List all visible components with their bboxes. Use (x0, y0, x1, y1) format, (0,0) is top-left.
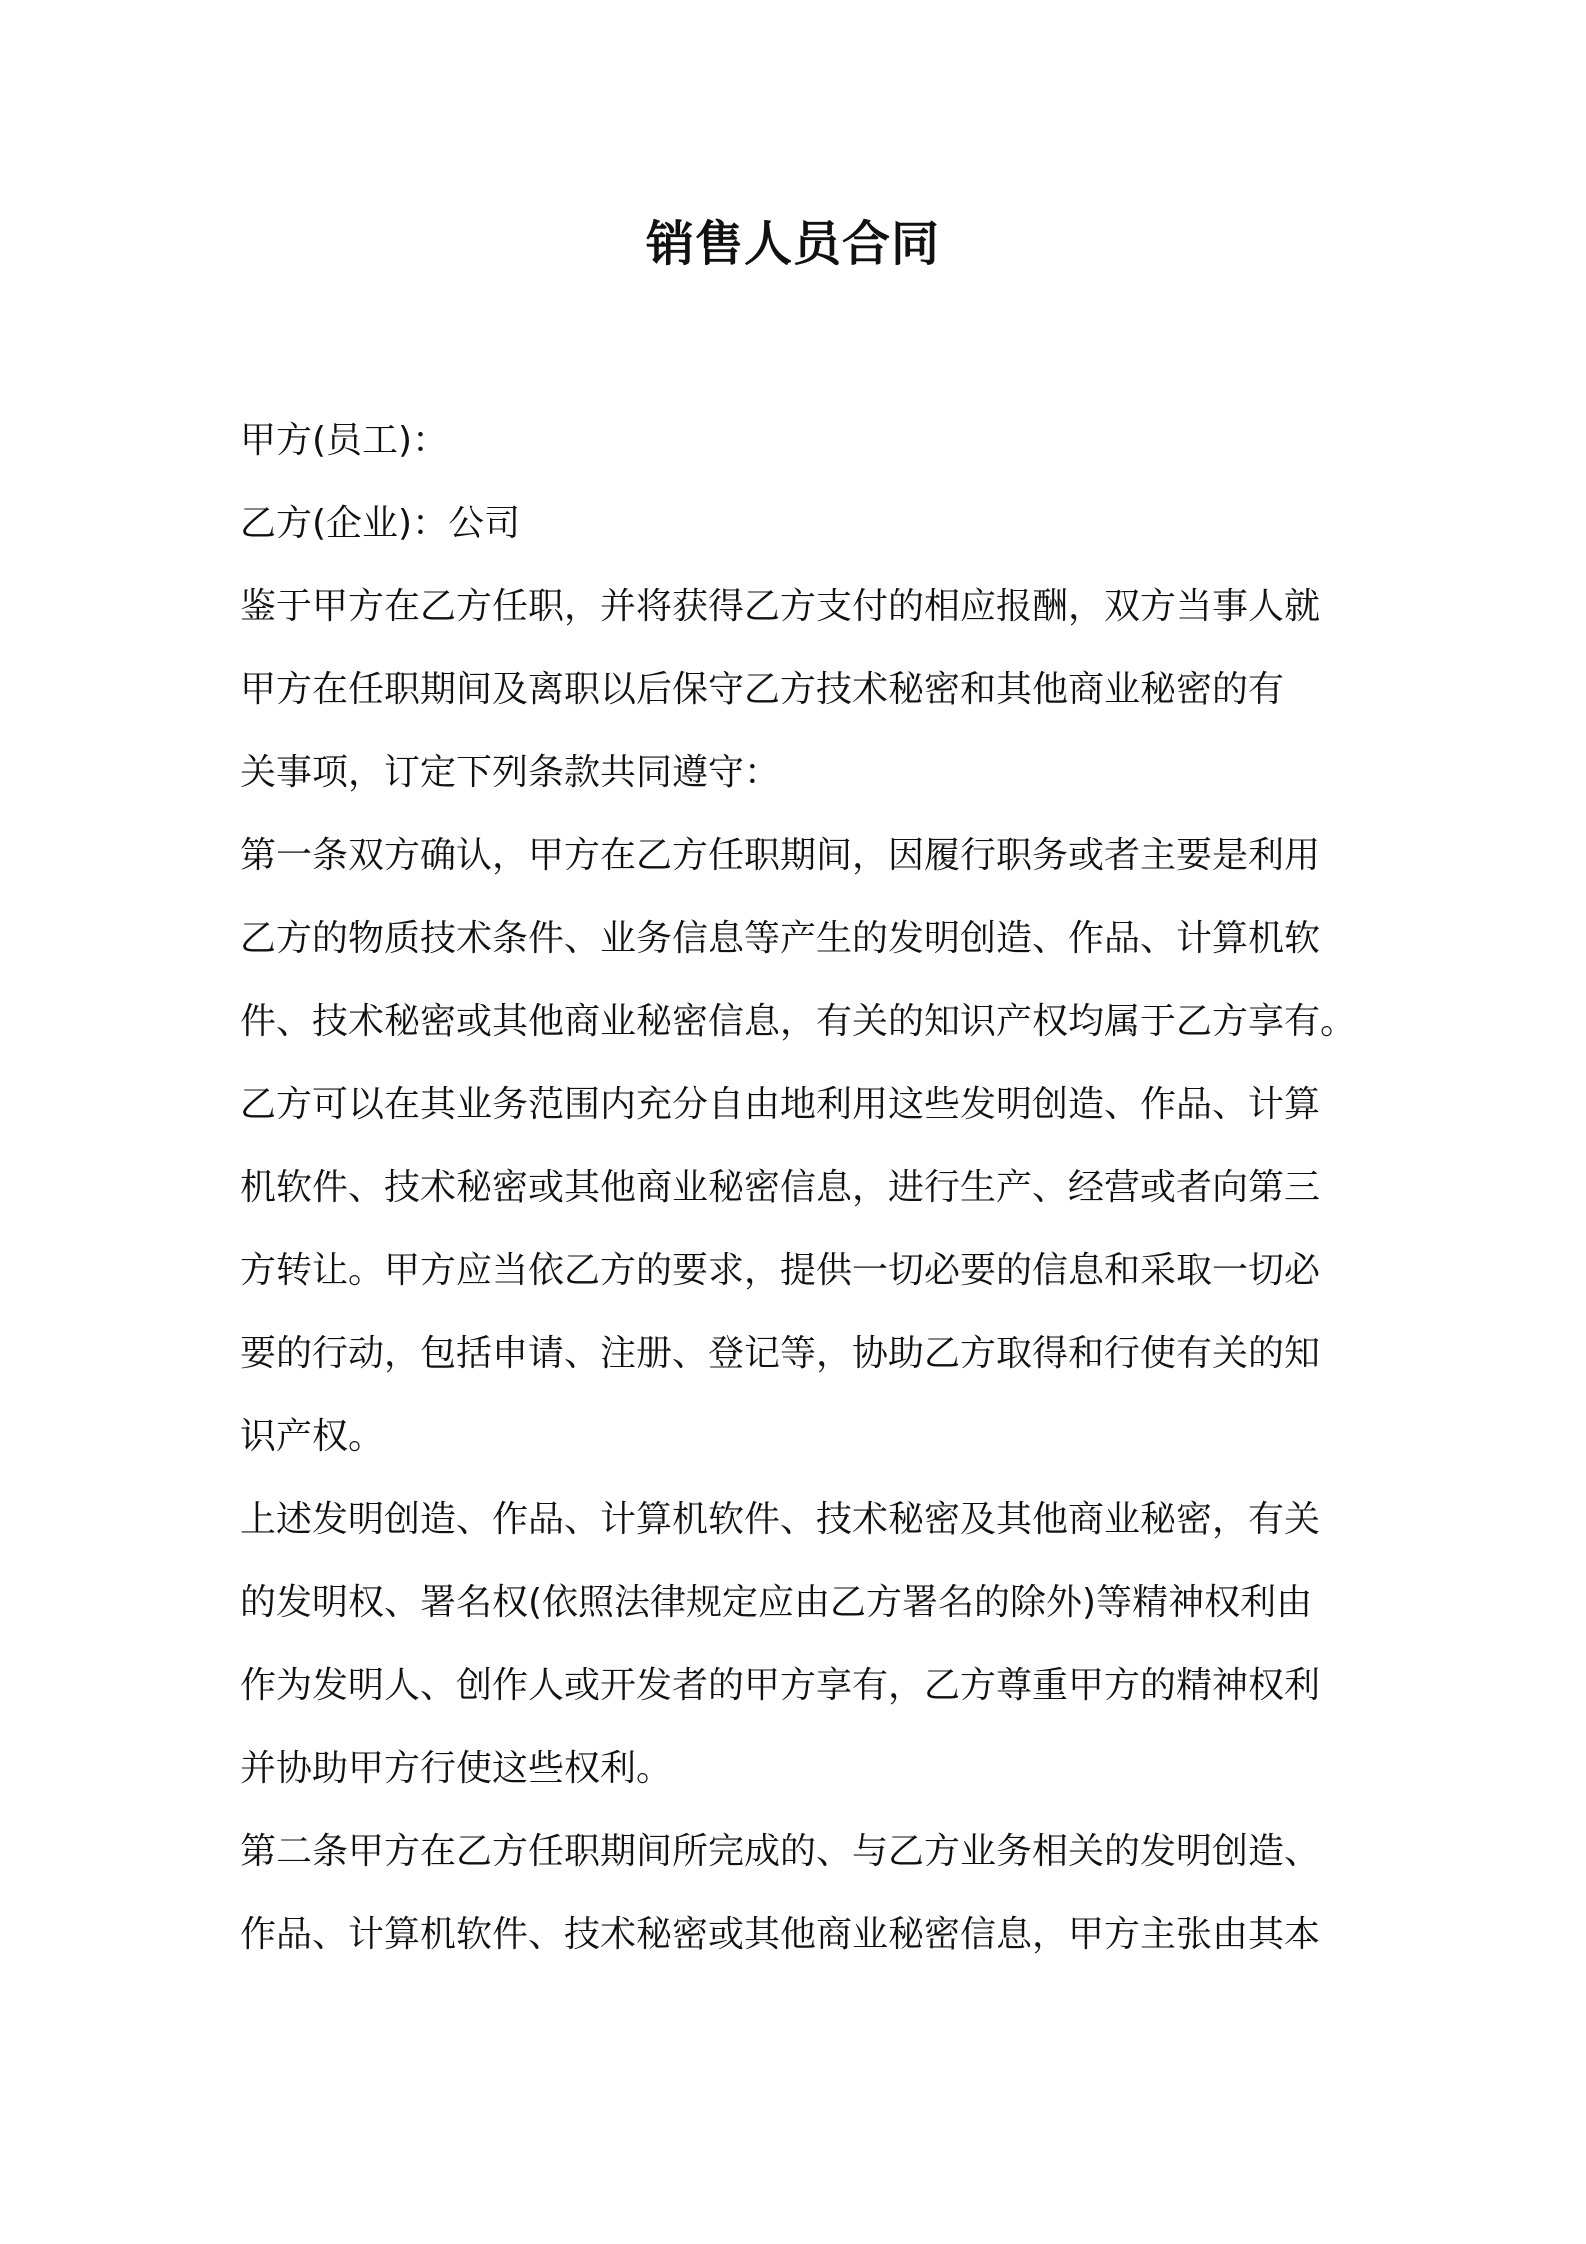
article-2-line: 第二条甲方在乙方任职期间所完成的、与乙方业务相关的发明创造、 (240, 1831, 1321, 1872)
article-1-line: 方转让。甲方应当依乙方的要求，提供一切必要的信息和采取一切必 (240, 1250, 1321, 1291)
article-1-line: 第一条双方确认，甲方在乙方任职期间，因履行职务或者主要是利用 (240, 835, 1321, 876)
party-b-line: 乙方(企业)：公司 (240, 503, 521, 544)
moral-rights-line: 上述发明创造、作品、计算机软件、技术秘密及其他商业秘密，有关 (240, 1499, 1321, 1540)
preamble-line: 甲方在任职期间及离职以后保守乙方技术秘密和其他商业秘密的有 (240, 669, 1285, 710)
article-1-line: 机软件、技术秘密或其他商业秘密信息，进行生产、经营或者向第三 (240, 1167, 1321, 1208)
moral-rights-line: 并协助甲方行使这些权利。 (240, 1748, 673, 1789)
article-2-line: 作品、计算机软件、技术秘密或其他商业秘密信息，甲方主张由其本 (240, 1914, 1321, 1955)
article-1-line: 要的行动，包括申请、注册、登记等，协助乙方取得和行使有关的知 (240, 1333, 1321, 1374)
article-1-line: 件、技术秘密或其他商业秘密信息，有关的知识产权均属于乙方享有。 (240, 1001, 1357, 1042)
document-body (240, 399, 1360, 1976)
article-1-line: 识产权。 (240, 1416, 385, 1457)
preamble-line: 关事项，订定下列条款共同遵守： (240, 752, 781, 793)
party-a-line: 甲方(员工)： (240, 420, 449, 461)
moral-rights-line: 作为发明人、创作人或开发者的甲方享有，乙方尊重甲方的精神权利 (240, 1665, 1321, 1706)
article-1-line: 乙方的物质技术条件、业务信息等产生的发明创造、作品、计算机软 (240, 918, 1321, 959)
moral-rights-line: 的发明权、署名权(依照法律规定应由乙方署名的除外)等精神权利由 (240, 1582, 1313, 1623)
document-title: 销售人员合同 (645, 216, 940, 272)
preamble-line: 鉴于甲方在乙方任职，并将获得乙方支付的相应报酬，双方当事人就 (240, 586, 1321, 627)
article-1-line: 乙方可以在其业务范围内充分自由地利用这些发明创造、作品、计算 (240, 1084, 1321, 1125)
